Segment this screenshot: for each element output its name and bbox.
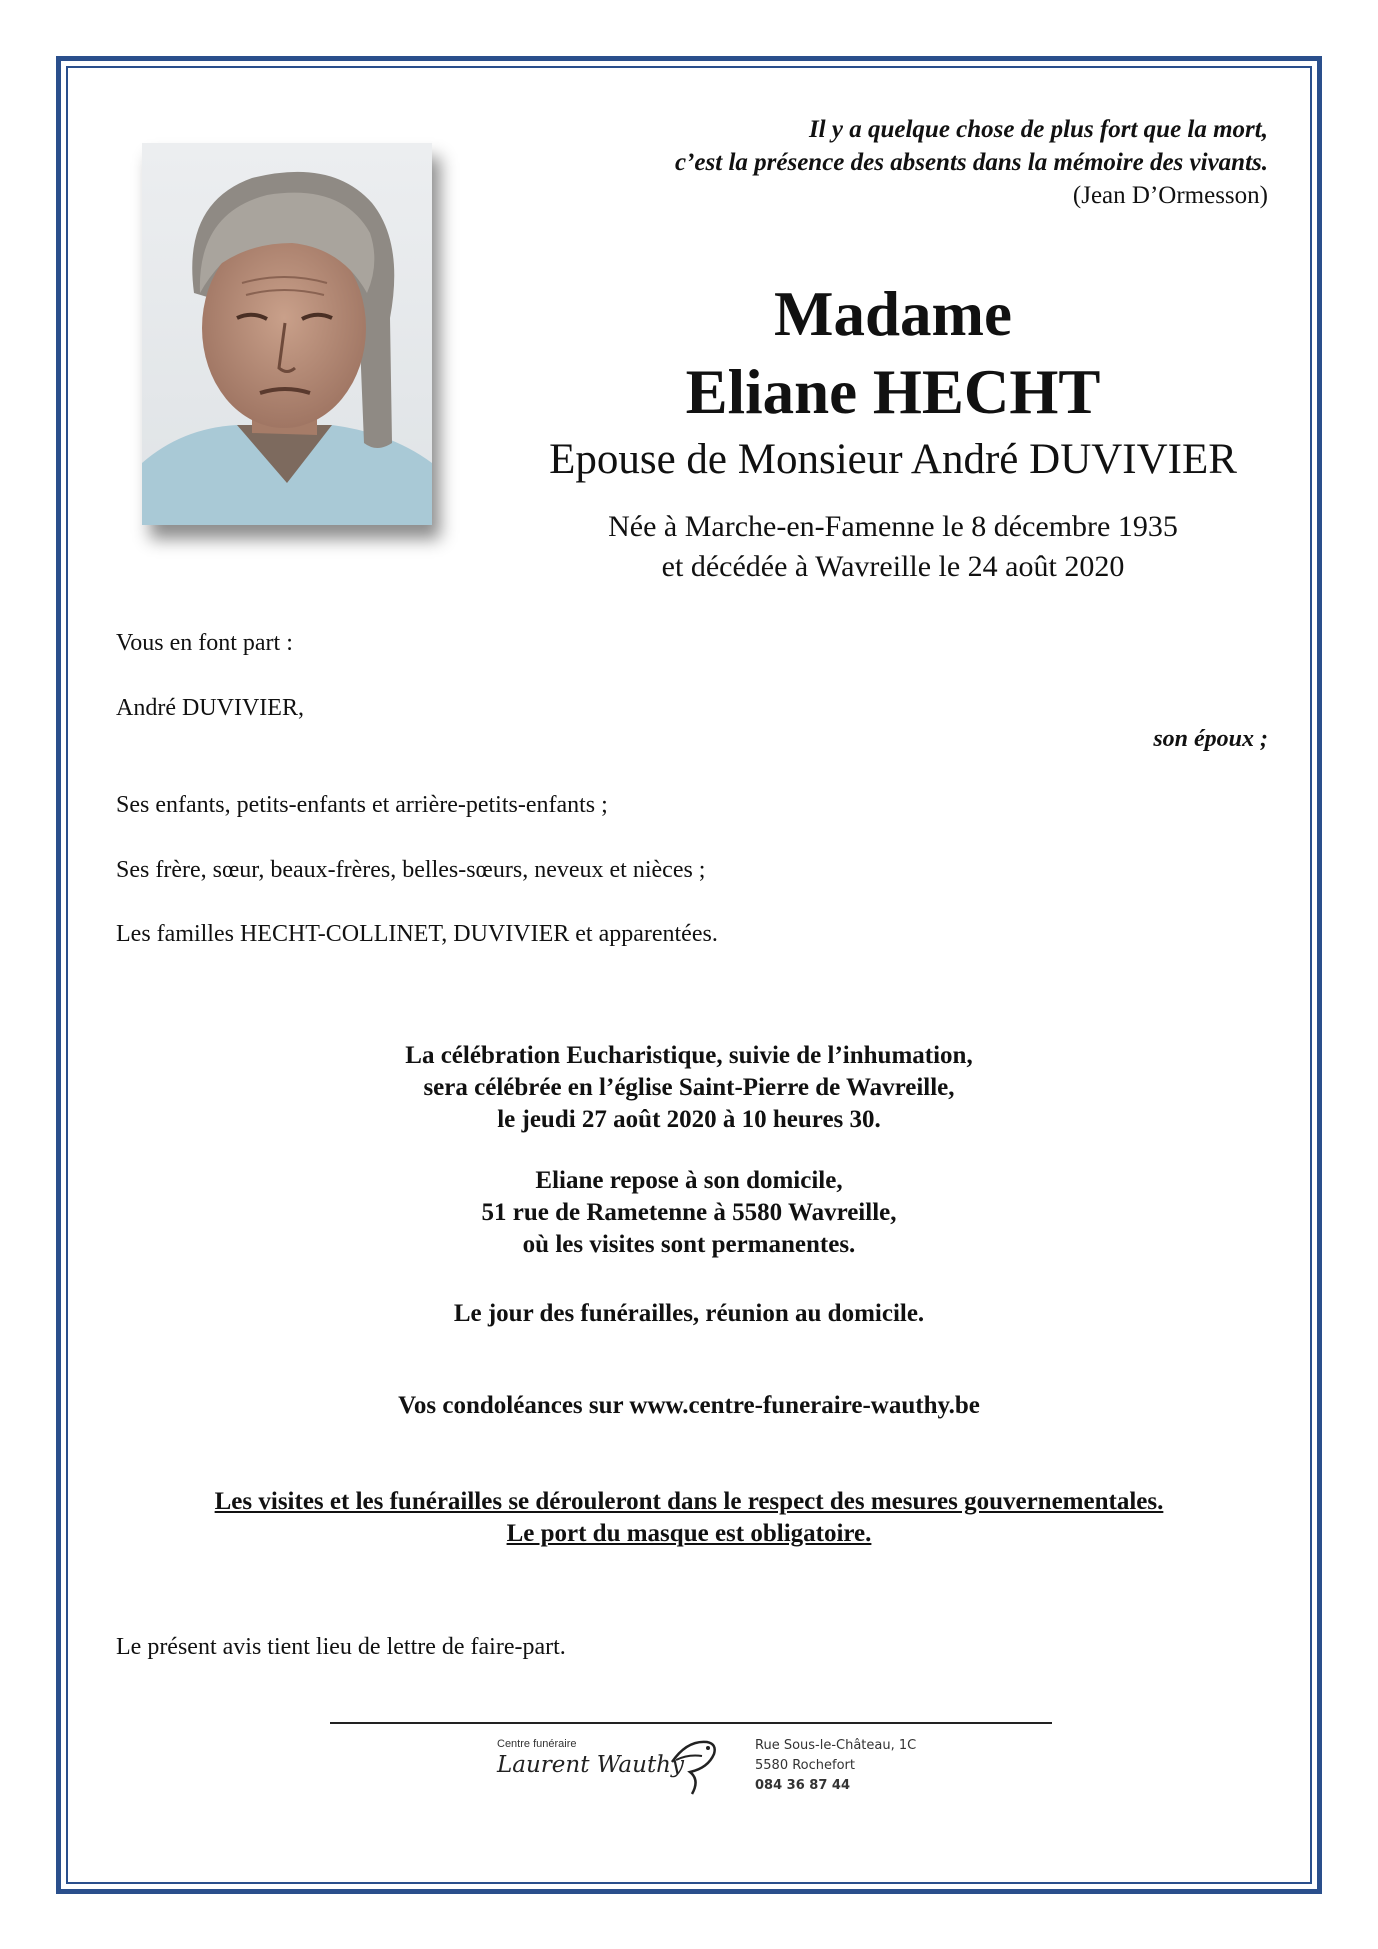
dove-icon — [662, 1732, 722, 1803]
rest-line-3: où les visites sont permanentes. — [522, 1231, 856, 1258]
logo-script-text: Laurent Wauthy — [497, 1752, 684, 1778]
rest-line-2: 51 rue de Rametenne à 5580 Wavreille, — [481, 1199, 897, 1226]
death-line: et décédée à Wavreille le 24 août 2020 — [661, 550, 1125, 583]
footer-divider — [330, 1722, 1052, 1724]
epigraph-quote — [675, 113, 1268, 212]
address-line-2: 5580 Rochefort — [755, 1758, 855, 1773]
husband-name: André DUVIVIER, — [116, 695, 304, 721]
ceremony-line-3: le jeudi 27 août 2020 à 10 heures 30. — [497, 1106, 881, 1133]
children-line: Ses enfants, petits-enfants et arrière-petits-enfants ; — [116, 792, 608, 818]
ceremony-line-2: sera célébrée en l’église Saint-Pierre de Wavreille, — [423, 1074, 955, 1101]
birth-line: Née à Marche-en-Famenne le 8 décembre 1935 — [608, 510, 1178, 543]
closing-line: Le présent avis tient lieu de lettre de faire-part. — [116, 1634, 566, 1660]
spouse-line: Epouse de Monsieur André DUVIVIER — [549, 436, 1237, 483]
ceremony-line-1: La célébration Eucharistique, suivie de l’inhumation, — [405, 1042, 973, 1069]
phone-number: 084 36 87 44 — [755, 1778, 850, 1793]
logo-small-text: Centre funéraire — [497, 1738, 577, 1750]
deceased-heading — [510, 275, 1276, 587]
announcement-intro: Vous en font part : — [116, 630, 293, 656]
families-line: Les familles HECHT-COLLINET, DUVIVIER et apparentées. — [116, 921, 718, 947]
quote-line-1: Il y a quelque chose de plus fort que la mort, — [808, 116, 1268, 143]
siblings-line: Ses frère, sœur, beaux-frères, belles-sœurs, neveux et nièces ; — [116, 857, 706, 883]
life-dates — [510, 507, 1276, 587]
funeral-home-logo — [497, 1728, 937, 1816]
honorific-title: Madame — [774, 279, 1012, 349]
ceremony-info — [100, 1040, 1278, 1136]
rest-line-1: Eliane repose à son domicile, — [535, 1167, 843, 1194]
notice-line-1: Les visites et les funérailles se dérouleront dans le respect des mesures gouvernementales. — [214, 1488, 1164, 1515]
quote-line-2: c’est la présence des absents dans la mémoire des vivants. — [675, 149, 1268, 176]
notice-line-2: Le port du masque est obligatoire. — [506, 1520, 872, 1547]
funeral-day-line: Le jour des funérailles, réunion au domicile. — [453, 1300, 925, 1327]
funeral-home-address — [755, 1736, 916, 1796]
deceased-name: Eliane HECHT — [685, 357, 1101, 427]
rest-info — [100, 1165, 1278, 1261]
condolences-line: Vos condoléances sur www.centre-funeraire-wauthy.be — [398, 1392, 980, 1419]
portrait-photo — [142, 143, 432, 525]
covid-notice — [100, 1486, 1278, 1550]
address-line-1: Rue Sous-le-Château, 1C — [755, 1738, 917, 1753]
husband-role: son époux ; — [1153, 726, 1268, 752]
quote-author: (Jean D’Ormesson) — [1072, 182, 1268, 209]
